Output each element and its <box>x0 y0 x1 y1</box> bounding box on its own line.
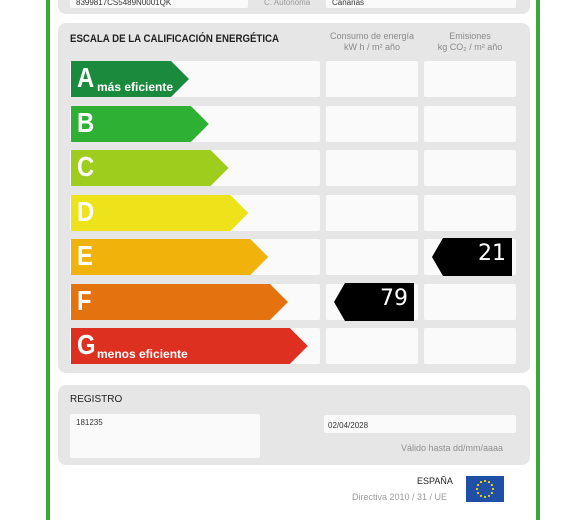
country-label: ESPAÑA <box>417 476 453 486</box>
class-letter: D <box>77 195 95 227</box>
emisiones-cell <box>424 195 516 231</box>
emisiones-rating-badge <box>432 238 512 276</box>
eu-flag-icon <box>466 476 504 502</box>
class-letter: G <box>77 329 96 360</box>
valid-until-label: Válido hasta dd/mm/aaaa <box>401 443 504 453</box>
class-arrow-e <box>71 239 268 275</box>
consumo-cell <box>326 61 418 97</box>
class-arrow-c <box>71 150 229 186</box>
emisiones-cell <box>424 61 516 97</box>
class-arrow-g <box>71 328 308 364</box>
consumo-header <box>326 31 418 53</box>
class-letter: F <box>77 284 92 316</box>
consumo-cell <box>326 328 418 364</box>
scale-title: ESCALA DE LA CALIFICACIÓN ENERGÉTICA <box>70 33 280 45</box>
emisiones-cell <box>424 284 516 320</box>
consumo-value: 79 <box>380 285 408 311</box>
class-sublabel: menos eficiente <box>97 347 188 361</box>
emisiones-header <box>424 31 516 53</box>
consumo-rating-badge <box>334 283 414 321</box>
registro-date: 02/04/2028 <box>328 421 369 430</box>
emisiones-header-label: Emisiones <box>449 31 491 41</box>
consumo-cell <box>326 150 418 186</box>
ref-catastral-value: 8399817CS5489N0001QK <box>76 0 172 7</box>
class-letter: C <box>77 151 95 182</box>
consumo-cell <box>326 106 418 142</box>
consumo-header-unit: kW h / m² año <box>343 42 400 52</box>
class-letter: B <box>77 106 95 138</box>
registro-title: REGISTRO <box>70 394 123 405</box>
emisiones-cell <box>424 150 516 186</box>
consumo-header-label: Consumo de energía <box>329 31 415 41</box>
class-arrow-f <box>71 284 288 320</box>
class-arrow-a <box>71 61 189 97</box>
emisiones-cell <box>424 328 516 364</box>
consumo-cell <box>326 239 418 275</box>
emisiones-value: 21 <box>478 241 506 266</box>
emisiones-header-unit: kg CO₂ / m² año <box>437 42 503 52</box>
community-label: C. Autónoma <box>264 0 311 7</box>
registro-number: 181235 <box>76 418 103 427</box>
consumo-cell <box>326 195 418 231</box>
directive-label: Directiva 2010 / 31 / UE <box>352 492 448 502</box>
class-arrow-d <box>71 195 248 231</box>
class-arrow-b <box>71 106 209 142</box>
class-letter: A <box>77 62 95 93</box>
emisiones-cell <box>424 106 516 142</box>
class-letter: E <box>77 240 93 271</box>
community-value: Canarias <box>332 0 365 7</box>
class-sublabel: más eficiente <box>97 80 174 94</box>
